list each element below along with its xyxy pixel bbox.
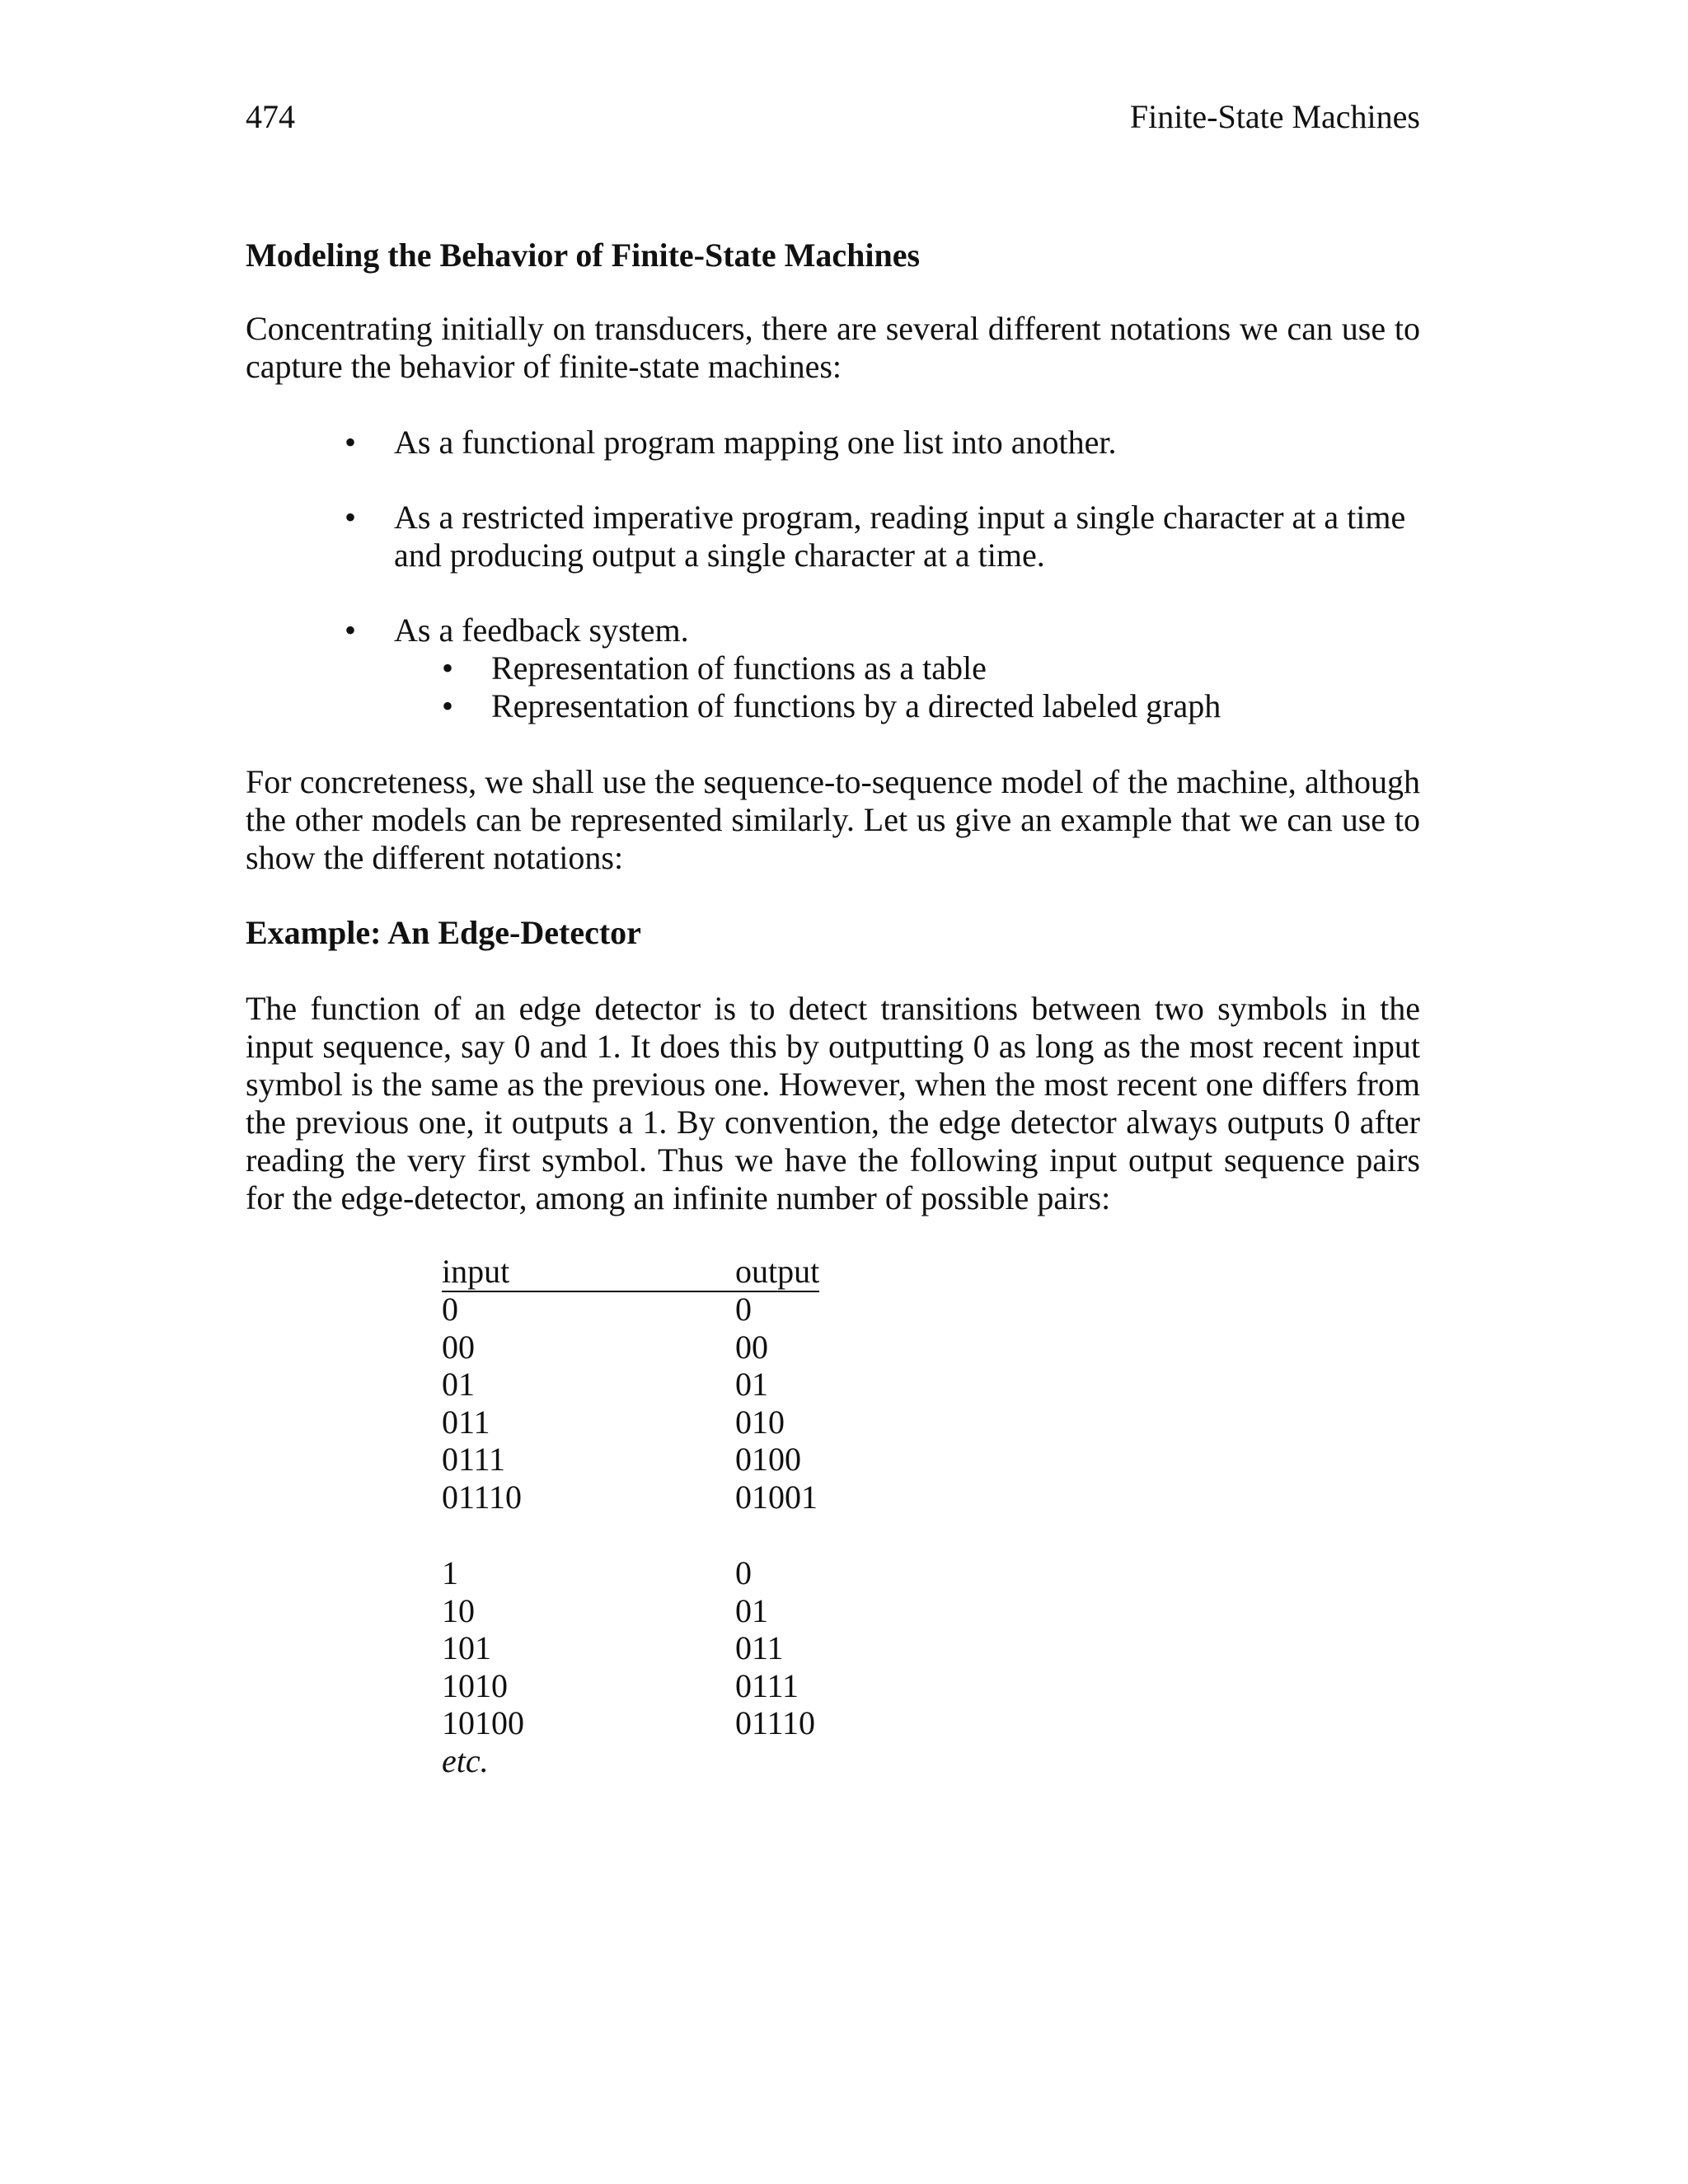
input-cell: 1010 <box>442 1666 508 1704</box>
section-heading: Modeling the Behavior of Finite-State Machines <box>246 237 921 274</box>
output-cell: 01 <box>735 1591 768 1629</box>
input-cell: 1 <box>442 1554 458 1591</box>
output-column-header: output <box>735 1253 820 1290</box>
input-cell: 0111 <box>442 1441 506 1479</box>
page-header <box>246 92 1420 142</box>
concreteness-paragraph: For concreteness, we shall use the sequence-to-sequence model of the machine, although the other models can be represented similarly. Let us give an example that we can use to show the different notations: <box>246 763 1420 876</box>
running-title: Finite-State Machines <box>1129 98 1420 135</box>
intro-paragraph: Concentrating initially on transducers, there are several different notations we can use to capture the behavior of finite-state machines: <box>246 310 1420 385</box>
sub-bullet-marker: • <box>442 649 454 687</box>
output-cell: 0111 <box>735 1666 799 1704</box>
bullet-marker: • <box>345 424 357 461</box>
output-column-group-1 <box>735 1291 818 1516</box>
input-cell: 0 <box>442 1291 458 1328</box>
input-column-group-1 <box>442 1291 522 1516</box>
output-cell: 010 <box>735 1403 785 1441</box>
bullet-text: As a restricted imperative program, reading input a single character at a time and producing output a single character at a time. <box>394 499 1406 574</box>
output-cell: 01 <box>735 1366 768 1404</box>
sub-bullet-marker: • <box>442 687 454 724</box>
input-cell: 011 <box>442 1403 490 1441</box>
output-cell: 0100 <box>735 1441 801 1479</box>
input-cell: 10100 <box>442 1704 524 1742</box>
input-column-header: input <box>442 1253 510 1290</box>
input-cell: 101 <box>442 1629 491 1667</box>
input-cell: 01110 <box>442 1478 523 1516</box>
input-cell: 10 <box>442 1591 475 1629</box>
example-heading: Example: An Edge-Detector <box>246 914 641 951</box>
page-number: 474 <box>246 98 295 135</box>
input-column-group-2 <box>442 1554 524 1780</box>
output-cell: 00 <box>735 1328 768 1366</box>
bullet-text: As a functional program mapping one list into another. <box>394 424 1117 461</box>
output-cell: 01001 <box>735 1478 818 1516</box>
input-cell: 01 <box>442 1366 475 1404</box>
example-description: The function of an edge detector is to detect transitions between two symbols in the input sequence, say 0 and 1. It does this by outputting 0 as long as the most recent input symbol is the same as the previous one. However, when the most recent one differs from the previous one, it outputs a 1. By convention, the edge detector always outputs 0 after reading the very first symbol. Thus we have the following input output sequence pairs for the edge-detector, among an infinite number of possible pairs: <box>246 990 1420 1216</box>
sub-bullet-text: Representation of functions by a directed labeled graph <box>491 687 1221 724</box>
sub-bullet-text: Representation of functions as a table <box>491 649 987 687</box>
output-column-group-2 <box>735 1554 815 1742</box>
bullet-marker: • <box>345 499 357 536</box>
etc-label: etc. <box>442 1741 489 1779</box>
output-cell: 01110 <box>735 1704 816 1742</box>
bullet-marker: • <box>345 612 357 649</box>
output-cell: 0 <box>735 1554 752 1591</box>
output-cell: 011 <box>735 1629 784 1667</box>
output-cell: 0 <box>735 1291 752 1328</box>
table-header <box>442 1253 819 1292</box>
bullet-text: As a feedback system. <box>394 612 689 649</box>
input-cell: 00 <box>442 1328 475 1366</box>
